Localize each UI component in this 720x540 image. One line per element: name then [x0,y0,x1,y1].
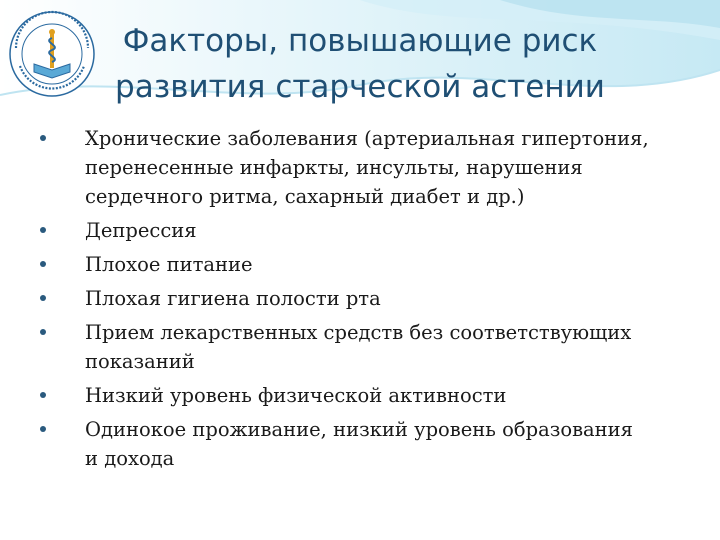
list-item [40,284,700,313]
bullet-dot-icon [40,227,46,233]
list-item-line: Низкий уровень физической активности [85,384,507,407]
title-line-1: Факторы, повышающие риск [122,23,598,59]
bullet-dot-icon [40,135,46,141]
list-item [40,381,700,410]
list-item-line: показаний [85,350,195,373]
list-item-line: Одинокое проживание, низкий уровень образования [85,418,633,441]
list-item-line: Прием лекарственных средств без соответствующих [85,321,632,344]
list-item [40,318,700,376]
list-item [40,124,700,211]
list-item-line: Хронические заболевания (артериальная гипертония, [85,127,649,150]
list-item-line: перенесенные инфаркты, инсульты, нарушения [85,156,583,179]
list-item [40,250,700,279]
list-item-line: Депрессия [85,219,197,242]
slide-title [95,18,625,110]
list-item [40,415,700,473]
title-line-2: развития старческой астении [115,69,605,105]
bullet-dot-icon [40,392,46,398]
list-item-line: сердечного ритма, сахарный диабет и др.) [85,185,525,208]
list-item-line: и дохода [85,447,175,470]
list-item-line: Плохое питание [85,253,253,276]
list-item-line: Плохая гигиена полости рта [85,287,381,310]
list-item [40,216,700,245]
bullet-dot-icon [40,329,46,335]
bullet-dot-icon [40,426,46,432]
university-emblem-icon [6,8,98,100]
risk-factor-list [40,124,700,478]
bullet-dot-icon [40,295,46,301]
bullet-dot-icon [40,261,46,267]
